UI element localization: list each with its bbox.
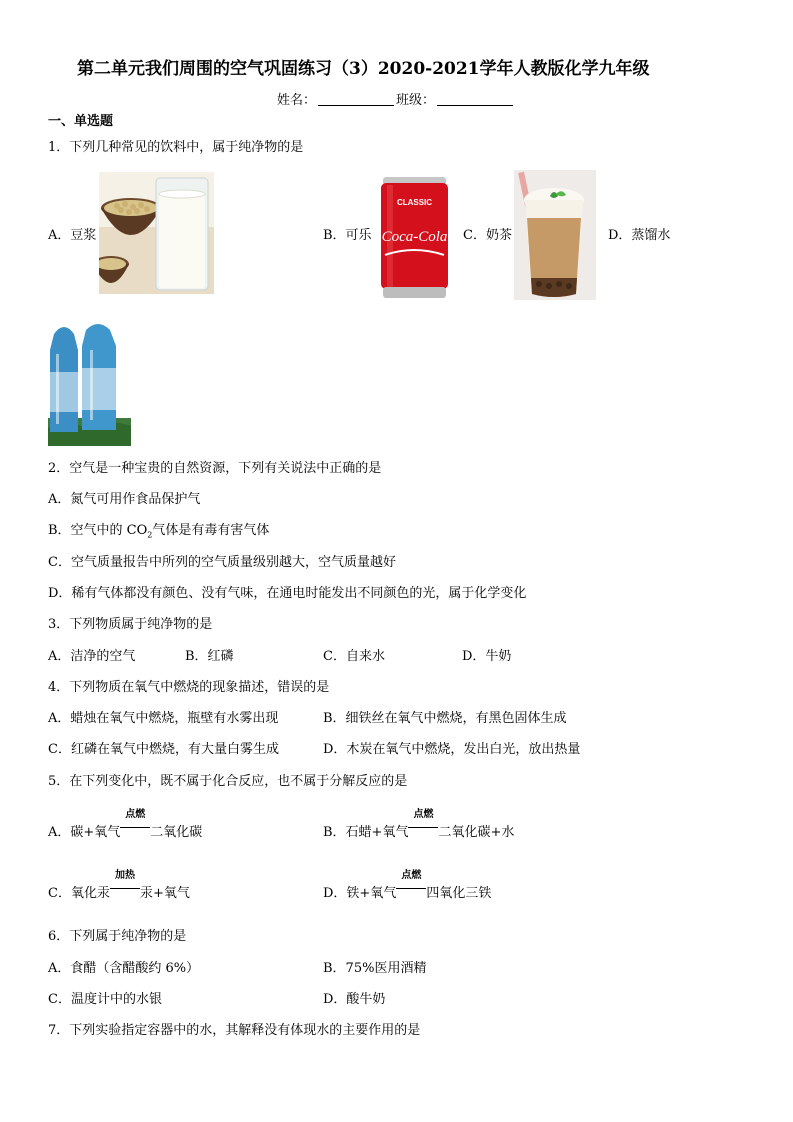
reaction-condition-arrow: [110, 870, 140, 897]
reaction-condition-arrow: [120, 809, 150, 836]
co2-subscript: 2: [147, 530, 153, 540]
reaction-condition-arrow: [408, 809, 438, 836]
q3-option-b[interactable]: B．红磷: [185, 649, 234, 664]
q5-option-c[interactable]: [48, 870, 190, 901]
q5-option-d[interactable]: [323, 870, 492, 901]
can-brand-text: Coca‑Cola: [381, 229, 448, 245]
q4-stem: 4．下列物质在氧气中燃烧的现象描述，错误的是: [48, 680, 330, 695]
q6-option-b[interactable]: B．75%医用酒精: [323, 961, 427, 976]
q2-option-b-suffix: 气体是有毒有害气体: [152, 523, 270, 538]
q2-stem: 2．空气是一种宝贵的自然资源，下列有关说法中正确的是: [48, 461, 382, 476]
q2-option-a[interactable]: A．氮气可用作食品保护气: [48, 492, 201, 507]
q4-option-d[interactable]: D．木炭在氧气中燃烧，发出白光，放出热量: [323, 742, 581, 757]
q3-option-a[interactable]: A．洁净的空气: [48, 649, 136, 664]
q5-stem: 5．在下列变化中，既不属于化合反应，也不属于分解反应的是: [48, 774, 408, 789]
q3-stem: 3．下列物质属于纯净物的是: [48, 617, 213, 632]
name-label: 姓名：: [277, 93, 317, 108]
q6-option-d[interactable]: D．酸牛奶: [323, 992, 386, 1007]
q5-c-products: 汞+氧气: [139, 886, 190, 901]
q1-option-c[interactable]: C．奶茶: [463, 228, 512, 243]
q1-option-b[interactable]: B．可乐: [323, 228, 372, 243]
q1-stem: 1．下列几种常见的饮料中，属于纯净物的是: [48, 140, 304, 155]
cola-can-image: [381, 177, 448, 298]
q3-option-c[interactable]: C．自来水: [323, 649, 385, 664]
q5-a-reactants: A．碳+氧气: [48, 825, 121, 840]
reaction-condition-text: 点燃: [401, 870, 422, 881]
q2-option-c[interactable]: C．空气质量报告中所列的空气质量级别越大，空气质量越好: [48, 555, 396, 570]
q5-a-products: 二氧化碳: [150, 825, 203, 840]
q6-option-a[interactable]: A．食醋（含醋酸约 6%）: [48, 961, 200, 976]
q4-option-b[interactable]: B．细铁丝在氧气中燃烧，有黑色固体生成: [323, 711, 567, 726]
q1-option-d[interactable]: D．蒸馏水: [608, 228, 671, 243]
q5-d-products: 四氧化三铁: [426, 886, 492, 901]
q6-option-c[interactable]: C．温度计中的水银: [48, 992, 162, 1007]
q2-option-d[interactable]: D．稀有气体都没有颜色、没有气味，在通电时能发出不同颜色的光，属于化学变化: [48, 586, 527, 601]
distilled-water-image: [48, 320, 131, 446]
q3-option-d[interactable]: D．牛奶: [462, 649, 512, 664]
q5-option-b[interactable]: [323, 809, 515, 840]
class-blank[interactable]: [437, 93, 513, 106]
section-heading: 一、单选题: [48, 114, 114, 129]
reaction-condition-text: 点燃: [413, 809, 434, 820]
name-blank[interactable]: [318, 93, 394, 106]
q2-option-b-prefix: B．空气中的 CO: [48, 523, 148, 538]
reaction-condition-text: 点燃: [125, 809, 146, 820]
class-label: 班级：: [396, 93, 436, 108]
q5-b-reactants: B．石蜡+氧气: [323, 825, 409, 840]
q1-option-a[interactable]: A．豆浆: [48, 228, 97, 243]
milk-tea-image: [514, 170, 596, 300]
q7-stem: 7．下列实验指定容器中的水，其解释没有体现水的主要作用的是: [48, 1023, 421, 1038]
q5-b-products: 二氧化碳+水: [438, 825, 515, 840]
q2-option-b[interactable]: [48, 524, 269, 540]
q5-option-a[interactable]: [48, 809, 203, 840]
reaction-condition-text: 加热: [114, 870, 135, 881]
can-label-text: CLASSIC: [396, 198, 433, 207]
reaction-condition-arrow: [396, 870, 426, 897]
q5-d-reactants: D．铁+氧气: [323, 886, 397, 901]
name-class-line: [277, 93, 515, 107]
q5-c-reactants: C．氧化汞: [48, 886, 110, 901]
q4-option-c[interactable]: C．红磷在氧气中燃烧，有大量白雾生成: [48, 742, 279, 757]
page-title: 第二单元我们周围的空气巩固练习（3）2020-2021学年人教版化学九年级: [77, 59, 650, 79]
soymilk-image: [99, 172, 214, 294]
q6-stem: 6．下列属于纯净物的是: [48, 929, 187, 944]
q4-option-a[interactable]: A．蜡烛在氧气中燃烧，瓶壁有水雾出现: [48, 711, 279, 726]
